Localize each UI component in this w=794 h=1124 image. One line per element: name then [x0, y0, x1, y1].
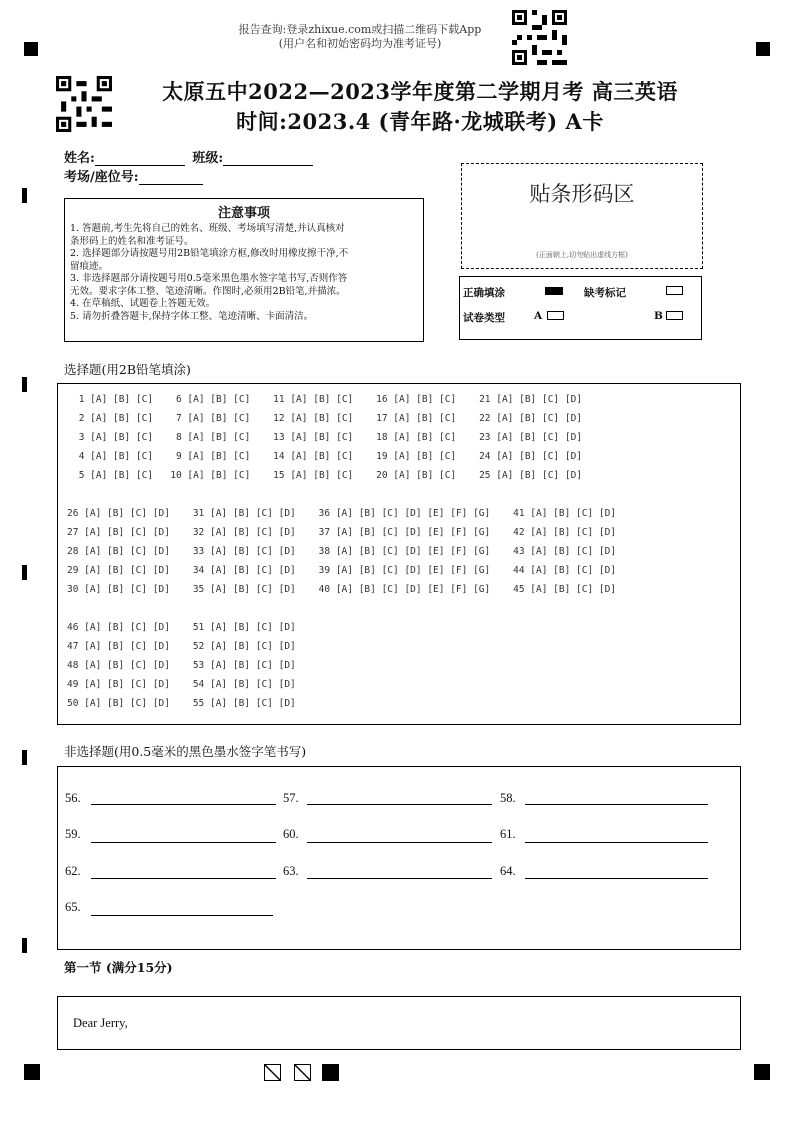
notice-line-8: 5. 请勿折叠答题卡,保持字体工整、笔迹清晰、卡面清洁。 [70, 310, 314, 322]
page-marker-slash-1 [264, 1064, 281, 1081]
qr-code-icon [512, 10, 567, 65]
blank-line-59[interactable] [91, 841, 276, 843]
exam-title [120, 76, 720, 136]
mc-row[interactable]: 49 [A] [B] [C] [D] 54 [A] [B] [C] [D] [67, 679, 296, 690]
class-field[interactable] [223, 153, 313, 166]
seat-label: 考场/座位号: [64, 170, 139, 185]
notice-line-4: 留痕迹。 [70, 260, 109, 272]
report-query-line1: 报告查询:登录zhixue.com或扫描二维码下载App [238, 23, 482, 36]
paper-type-b-box[interactable] [666, 311, 683, 320]
mc-row[interactable]: 3 [A] [B] [C] 8 [A] [B] [C] 13 [A] [B] [C] 18 [A] [B] [C] 23 [A] [B] [C] [D] [73, 432, 583, 443]
notice-line-2: 条形码上的姓名和准考证号。 [70, 235, 194, 247]
absent-mark-label: 缺考标记 [584, 287, 626, 299]
blank-label-58: 58. [500, 791, 516, 805]
mc-row[interactable]: 28 [A] [B] [C] [D] 33 [A] [B] [C] [D] 38 [A] [B] [C] [D] [E] [F] [G] 43 [A] [B] [C] [D] [67, 546, 617, 557]
blank-label-63: 63. [283, 864, 299, 878]
exam-title-line2: 时间:2023.4 (青年路·龙城联考) A卡 [236, 109, 604, 134]
notice-line-6: 无效。要求字体工整、笔迹清晰。作图时,必须用2B铅笔,并描浓。 [70, 285, 346, 297]
name-field[interactable] [95, 153, 185, 166]
notice-line-5: 3. 非选择题部分请按题号用0.5毫米黑色墨水签字笔书写,否则作答 [70, 273, 348, 284]
mc-row[interactable]: 29 [A] [B] [C] [D] 34 [A] [B] [C] [D] 39 [A] [B] [C] [D] [E] [F] [G] 44 [A] [B] [C] [D] [67, 565, 617, 576]
page-marker-filled [322, 1064, 339, 1081]
mc-section-label: 选择题(用2B铅笔填涂) [64, 362, 191, 377]
report-query-header [200, 23, 520, 51]
report-query-line2: (用户名和初始密码均为准考证号) [278, 37, 442, 50]
page-marker-slash-2 [294, 1064, 311, 1081]
alignment-mark-top-right [756, 42, 770, 56]
mc-row[interactable]: 48 [A] [B] [C] [D] 53 [A] [B] [C] [D] [67, 660, 296, 671]
correct-fill-label: 正确填涂 [463, 287, 505, 299]
blank-label-59: 59. [65, 827, 81, 841]
paper-type-a-box[interactable] [547, 311, 564, 320]
notice-line-7: 4. 在草稿纸、试题卷上答题无效。 [70, 298, 216, 309]
blank-label-57: 57. [283, 791, 299, 805]
blank-line-61[interactable] [525, 841, 708, 843]
timing-mark-5 [22, 938, 27, 953]
timing-mark-1 [22, 188, 27, 203]
blank-label-65: 65. [65, 900, 81, 914]
timing-mark-4 [22, 750, 27, 765]
notice-line-1: 1. 答题前,考生先将自己的姓名、班级、考场填写清楚,并认真核对 [70, 223, 345, 234]
barcode-area [461, 163, 703, 269]
correct-fill-row [463, 285, 505, 300]
notice-line-3: 2. 选择题部分请按题号用2B铅笔填涂方框,修改时用橡皮擦干净,不 [70, 248, 349, 259]
barcode-area-note: (正面朝上,切勿贴出虚线方框) [536, 251, 628, 259]
correct-fill-sample [545, 287, 563, 295]
mc-row[interactable]: 30 [A] [B] [C] [D] 35 [A] [B] [C] [D] 40 [A] [B] [C] [D] [E] [F] [G] 45 [A] [B] [C] [D] [67, 584, 617, 595]
notice-box [64, 198, 424, 342]
blank-line-57[interactable] [307, 803, 492, 805]
blank-line-56[interactable] [91, 803, 276, 805]
name-class-row [64, 147, 313, 166]
mc-row[interactable]: 1 [A] [B] [C] 6 [A] [B] [C] 11 [A] [B] [C] 16 [A] [B] [C] 21 [A] [B] [C] [D] [73, 394, 583, 405]
paper-type-a-label: A [534, 310, 543, 322]
blank-label-60: 60. [283, 827, 299, 841]
blank-line-62[interactable] [91, 877, 276, 879]
seat-row [64, 166, 203, 185]
mc-row[interactable]: 46 [A] [B] [C] [D] 51 [A] [B] [C] [D] [67, 622, 296, 633]
non-mc-answer-box [57, 766, 741, 950]
blank-line-58[interactable] [525, 803, 708, 805]
blank-line-65[interactable] [91, 914, 273, 916]
absent-mark-row [584, 285, 626, 300]
non-mc-section-label: 非选择题(用0.5毫米的黑色墨水签字笔书写) [64, 744, 307, 759]
blank-label-62: 62. [65, 864, 81, 878]
alignment-mark-top-left [24, 42, 38, 56]
timing-mark-2 [22, 377, 27, 392]
writing-section-label: 第一节 (满分15分) [64, 960, 173, 975]
class-label: 班级: [192, 151, 224, 166]
mc-row[interactable]: 2 [A] [B] [C] 7 [A] [B] [C] 12 [A] [B] [C] 17 [A] [B] [C] 22 [A] [B] [C] [D] [73, 413, 583, 424]
name-label: 姓名: [64, 151, 95, 166]
alignment-mark-bottom-right [754, 1064, 770, 1080]
mc-answer-box [57, 383, 741, 725]
mc-row[interactable]: 47 [A] [B] [C] [D] 52 [A] [B] [C] [D] [67, 641, 296, 652]
blank-label-56: 56. [65, 791, 81, 805]
timing-mark-3 [22, 565, 27, 580]
mc-row[interactable]: 5 [A] [B] [C] 10 [A] [B] [C] 15 [A] [B] [C] 20 [A] [B] [C] 25 [A] [B] [C] [D] [73, 470, 583, 481]
seat-field[interactable] [139, 172, 203, 185]
mc-row[interactable]: 50 [A] [B] [C] [D] 55 [A] [B] [C] [D] [67, 698, 296, 709]
mc-row[interactable]: 27 [A] [B] [C] [D] 32 [A] [B] [C] [D] 37 [A] [B] [C] [D] [E] [F] [G] 42 [A] [B] [C] [D] [67, 527, 617, 538]
blank-label-61: 61. [500, 827, 516, 841]
mc-row[interactable]: 26 [A] [B] [C] [D] 31 [A] [B] [C] [D] 36 [A] [B] [C] [D] [E] [F] [G] 41 [A] [B] [C] [D] [67, 508, 617, 519]
blank-line-64[interactable] [525, 877, 708, 879]
fill-legend-box [459, 276, 702, 340]
student-qr-code-icon [56, 76, 112, 132]
paper-type-row [463, 310, 505, 325]
mc-row[interactable]: 4 [A] [B] [C] 9 [A] [B] [C] 14 [A] [B] [C] 19 [A] [B] [C] 24 [A] [B] [C] [D] [73, 451, 583, 462]
blank-line-60[interactable] [307, 841, 492, 843]
writing-greeting: Dear Jerry, [73, 1016, 128, 1030]
alignment-mark-bottom-left [24, 1064, 40, 1080]
exam-title-line1: 太原五中2022—2023学年度第二学期月考 高三英语 [162, 79, 678, 104]
barcode-area-title: 贴条形码区 [529, 182, 635, 206]
paper-type-b-label: B [654, 310, 663, 322]
writing-answer-box[interactable] [57, 996, 741, 1050]
blank-line-63[interactable] [307, 877, 492, 879]
blank-label-64: 64. [500, 864, 516, 878]
absent-mark-box[interactable] [666, 286, 683, 295]
notice-title: 注意事项 [217, 206, 270, 221]
paper-type-label: 试卷类型 [463, 312, 505, 324]
